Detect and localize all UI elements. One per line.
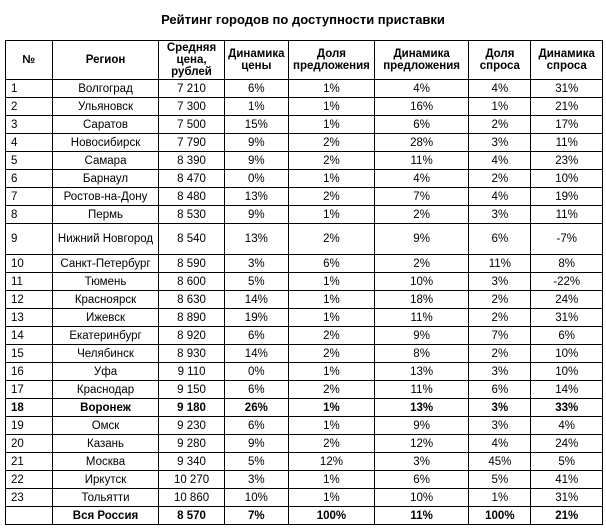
table-cell: 11% — [374, 507, 468, 525]
table-cell: 12 — [6, 291, 53, 309]
table-cell: 3% — [469, 273, 531, 291]
table-cell: 13% — [224, 224, 288, 255]
table-cell: 10% — [374, 273, 468, 291]
table-cell: 33% — [531, 399, 603, 417]
table-cell: 6% — [374, 116, 468, 134]
table-cell: Красноярск — [52, 291, 159, 309]
table-cell: 10% — [531, 345, 603, 363]
column-header: Динамика предложения — [374, 41, 468, 80]
table-cell: 4% — [531, 417, 603, 435]
table-row — [6, 116, 603, 134]
table-row — [6, 80, 603, 98]
table-cell: 12% — [288, 453, 374, 471]
table-row — [6, 98, 603, 116]
table-cell: 2% — [288, 224, 374, 255]
table-cell: 45% — [469, 453, 531, 471]
table-cell: 6% — [224, 417, 288, 435]
table-cell: 23 — [6, 489, 53, 507]
table-cell: 4% — [469, 152, 531, 170]
table-cell: 2% — [469, 116, 531, 134]
table-cell: 11% — [469, 255, 531, 273]
table-cell: 9 180 — [159, 399, 224, 417]
table-cell: 26% — [224, 399, 288, 417]
table-cell: 0% — [224, 363, 288, 381]
table-cell: 8 470 — [159, 170, 224, 188]
table-cell: 2% — [288, 381, 374, 399]
table-cell: 7 — [6, 188, 53, 206]
table-cell: 2% — [288, 435, 374, 453]
table-cell: 3 — [6, 116, 53, 134]
table-cell: 6% — [224, 327, 288, 345]
table-cell: 11% — [531, 134, 603, 152]
table-cell: 3% — [469, 417, 531, 435]
column-header: Динамика цены — [224, 41, 288, 80]
table-cell: 5% — [469, 471, 531, 489]
table-cell: 1% — [288, 98, 374, 116]
table-cell: 10% — [531, 363, 603, 381]
table-cell: 10 860 — [159, 489, 224, 507]
table-cell: 9% — [374, 417, 468, 435]
table-cell: 2% — [288, 345, 374, 363]
table-cell: 13% — [374, 399, 468, 417]
table-cell: 11% — [374, 381, 468, 399]
table-cell: 3% — [374, 453, 468, 471]
table-cell: Самара — [52, 152, 159, 170]
table-cell: 3% — [469, 206, 531, 224]
table-cell: 9% — [374, 224, 468, 255]
table-cell: 2% — [288, 134, 374, 152]
table-cell: 16% — [374, 98, 468, 116]
table-cell: 1% — [469, 489, 531, 507]
table-cell: 1% — [288, 363, 374, 381]
table-cell: 10 — [6, 255, 53, 273]
table-cell: 9% — [224, 206, 288, 224]
table-cell: 31% — [531, 309, 603, 327]
table-cell — [6, 507, 53, 525]
table-cell: 11% — [531, 206, 603, 224]
table-cell: 3% — [469, 399, 531, 417]
table-row — [6, 453, 603, 471]
table-cell: 7 300 — [159, 98, 224, 116]
table-cell: 28% — [374, 134, 468, 152]
table-cell: 9 110 — [159, 363, 224, 381]
table-cell: 13% — [224, 188, 288, 206]
table-cell: 2% — [288, 152, 374, 170]
table-cell: 21% — [531, 507, 603, 525]
table-cell: 22 — [6, 471, 53, 489]
table-cell: 7 790 — [159, 134, 224, 152]
table-row — [6, 417, 603, 435]
table-cell: 0% — [224, 170, 288, 188]
table-cell: 20 — [6, 435, 53, 453]
table-cell: Челябинск — [52, 345, 159, 363]
table-cell: 3% — [469, 363, 531, 381]
table-body — [6, 80, 603, 525]
table-cell: 8 600 — [159, 273, 224, 291]
page-title: Рейтинг городов по доступности приставки — [161, 12, 445, 27]
table-cell: 5% — [224, 453, 288, 471]
table-cell: 1% — [288, 309, 374, 327]
table-row — [6, 255, 603, 273]
table-cell: 7 500 — [159, 116, 224, 134]
column-header: Доля спроса — [469, 41, 531, 80]
table-cell: 5% — [531, 453, 603, 471]
column-header: № — [6, 41, 53, 80]
table-cell: 41% — [531, 471, 603, 489]
table-cell: 17 — [6, 381, 53, 399]
table-row — [6, 309, 603, 327]
table-cell: Тюмень — [52, 273, 159, 291]
table-cell: Саратов — [52, 116, 159, 134]
table-cell: 10 270 — [159, 471, 224, 489]
table-cell: 11% — [374, 152, 468, 170]
table-row — [6, 134, 603, 152]
table-cell: 11% — [374, 309, 468, 327]
table-cell: 4% — [469, 188, 531, 206]
table-cell: Барнаул — [52, 170, 159, 188]
table-cell: 2% — [469, 170, 531, 188]
table-cell: 9% — [374, 327, 468, 345]
table-cell: Казань — [52, 435, 159, 453]
table-row — [6, 291, 603, 309]
table-cell: 8 570 — [159, 507, 224, 525]
table-cell: Воронеж — [52, 399, 159, 417]
table-cell: Ростов-на-Дону — [52, 188, 159, 206]
table-cell: 14% — [531, 381, 603, 399]
table-cell: 4% — [374, 80, 468, 98]
table-row — [6, 507, 603, 525]
table-cell: 6% — [469, 224, 531, 255]
table-cell: 6% — [224, 381, 288, 399]
table-cell: 4% — [469, 435, 531, 453]
table-cell: 1% — [288, 206, 374, 224]
table-row — [6, 363, 603, 381]
table-cell: 100% — [469, 507, 531, 525]
table-cell: Тольятти — [52, 489, 159, 507]
table-cell: 8 890 — [159, 309, 224, 327]
table-cell: 13% — [374, 363, 468, 381]
table-cell: 11 — [6, 273, 53, 291]
table-row — [6, 345, 603, 363]
table-cell: 12% — [374, 435, 468, 453]
table-cell: Нижний Новгород — [52, 224, 159, 255]
table-cell: 7% — [469, 327, 531, 345]
table-cell: 9 230 — [159, 417, 224, 435]
table-cell: 23% — [531, 152, 603, 170]
table-cell: 2% — [469, 309, 531, 327]
table-cell: Москва — [52, 453, 159, 471]
table-cell: 6 — [6, 170, 53, 188]
table-row — [6, 435, 603, 453]
table-cell: 9 340 — [159, 453, 224, 471]
table-cell: 1% — [288, 116, 374, 134]
table-cell: 9 280 — [159, 435, 224, 453]
table-cell: 1% — [288, 273, 374, 291]
table-cell: 1% — [288, 417, 374, 435]
table-row — [6, 399, 603, 417]
table-cell: 9% — [224, 152, 288, 170]
table-cell: 18 — [6, 399, 53, 417]
table-cell: 1% — [224, 98, 288, 116]
table-cell: Уфа — [52, 363, 159, 381]
column-header: Доля предложения — [288, 41, 374, 80]
table-cell: 2% — [374, 206, 468, 224]
table-cell: 1 — [6, 80, 53, 98]
table-cell: 18% — [374, 291, 468, 309]
table-cell: 7% — [374, 188, 468, 206]
table-cell: Волгоград — [52, 80, 159, 98]
table-cell: 8 530 — [159, 206, 224, 224]
table-cell: 100% — [288, 507, 374, 525]
table-cell: 24% — [531, 435, 603, 453]
table-cell: Екатеринбург — [52, 327, 159, 345]
table-cell: 4 — [6, 134, 53, 152]
table-row — [6, 206, 603, 224]
table-cell: 8 590 — [159, 255, 224, 273]
table-cell: Ижевск — [52, 309, 159, 327]
table-row — [6, 273, 603, 291]
table-cell: 6% — [288, 255, 374, 273]
table-cell: 13 — [6, 309, 53, 327]
table-cell: 8 920 — [159, 327, 224, 345]
table-cell: 21% — [531, 98, 603, 116]
table-cell: 1% — [469, 98, 531, 116]
table-cell: 10% — [531, 170, 603, 188]
table-cell: 8 390 — [159, 152, 224, 170]
table-row — [6, 224, 603, 255]
column-header: Динамика спроса — [531, 41, 603, 80]
table-cell: 31% — [531, 489, 603, 507]
table-cell: 8 480 — [159, 188, 224, 206]
table-row — [6, 152, 603, 170]
table-cell: 1% — [288, 471, 374, 489]
table-row — [6, 188, 603, 206]
table-cell: 5% — [224, 273, 288, 291]
table-cell: 9% — [224, 435, 288, 453]
table-cell: Краснодар — [52, 381, 159, 399]
table-cell: Пермь — [52, 206, 159, 224]
table-cell: 2% — [288, 188, 374, 206]
column-header: Регион — [52, 41, 159, 80]
table-header-row — [6, 41, 603, 80]
city-rating-table — [5, 40, 603, 525]
table-cell: 3% — [224, 255, 288, 273]
table-cell: 1% — [288, 489, 374, 507]
table-cell: Санкт-Петербург — [52, 255, 159, 273]
table-cell: 1% — [288, 170, 374, 188]
table-cell: 4% — [374, 170, 468, 188]
table-cell: 6% — [374, 471, 468, 489]
table-cell: 2 — [6, 98, 53, 116]
table-cell: 5 — [6, 152, 53, 170]
table-cell: 9 — [6, 224, 53, 255]
column-header: Средняя цена, рублей — [159, 41, 224, 80]
table-cell: 14 — [6, 327, 53, 345]
table-cell: -7% — [531, 224, 603, 255]
table-cell: 4% — [469, 80, 531, 98]
table-cell: 3% — [469, 134, 531, 152]
table-cell: 15 — [6, 345, 53, 363]
table-cell: Вся Россия — [52, 507, 159, 525]
table-cell: 2% — [469, 291, 531, 309]
table-cell: 10% — [224, 489, 288, 507]
table-cell: 8 630 — [159, 291, 224, 309]
table-cell: 21 — [6, 453, 53, 471]
table-cell: 1% — [288, 399, 374, 417]
table-cell: 14% — [224, 345, 288, 363]
table-cell: Иркутск — [52, 471, 159, 489]
table-cell: Омск — [52, 417, 159, 435]
table-cell: 15% — [224, 116, 288, 134]
table-row — [6, 489, 603, 507]
table-cell: 2% — [288, 327, 374, 345]
table-cell: Ульяновск — [52, 98, 159, 116]
table-cell: 6% — [469, 381, 531, 399]
table-cell: 7% — [224, 507, 288, 525]
table-cell: Новосибирск — [52, 134, 159, 152]
table-cell: 31% — [531, 80, 603, 98]
table-cell: 6% — [224, 80, 288, 98]
table-row — [6, 170, 603, 188]
table-cell: 9 150 — [159, 381, 224, 399]
table-cell: 6% — [531, 327, 603, 345]
table-cell: 19 — [6, 417, 53, 435]
table-cell: 3% — [224, 471, 288, 489]
table-cell: -22% — [531, 273, 603, 291]
table-row — [6, 381, 603, 399]
table-row — [6, 471, 603, 489]
table-cell: 8 540 — [159, 224, 224, 255]
table-cell: 1% — [288, 291, 374, 309]
table-cell: 2% — [374, 255, 468, 273]
table-cell: 7 210 — [159, 80, 224, 98]
table-cell: 8% — [374, 345, 468, 363]
table-cell: 1% — [288, 80, 374, 98]
table-cell: 14% — [224, 291, 288, 309]
table-cell: 9% — [224, 134, 288, 152]
table-cell: 10% — [374, 489, 468, 507]
table-cell: 19% — [224, 309, 288, 327]
table-cell: 8 — [6, 206, 53, 224]
table-cell: 24% — [531, 291, 603, 309]
table-cell: 2% — [469, 345, 531, 363]
table-cell: 19% — [531, 188, 603, 206]
table-cell: 16 — [6, 363, 53, 381]
table-cell: 8% — [531, 255, 603, 273]
table-cell: 17% — [531, 116, 603, 134]
table-row — [6, 327, 603, 345]
table-cell: 8 930 — [159, 345, 224, 363]
